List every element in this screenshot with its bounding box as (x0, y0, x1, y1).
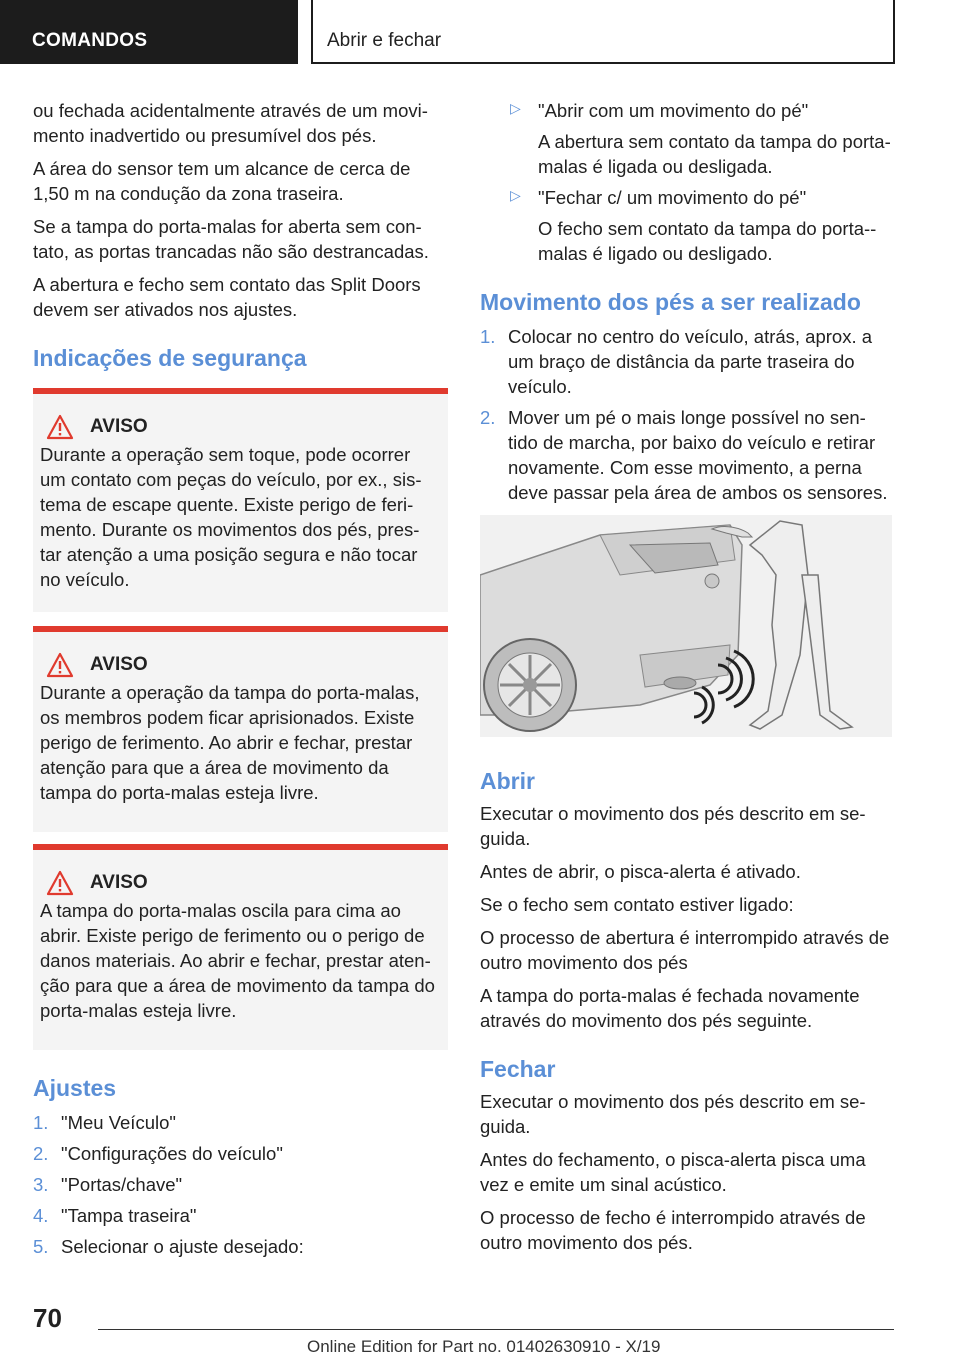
paragraph: Antes do fechamento, o pisca-alerta pisca uma vez e emite um sinal acústico. (480, 1149, 866, 1195)
step-text: "Tampa traseira" (61, 1205, 197, 1226)
car-rear-illustration (480, 515, 892, 737)
list-item (33, 1110, 448, 1135)
paragraph: Executar o movimento dos pés descrito em se‐guida. (480, 803, 866, 849)
step-text: Mover um pé o mais longe possível no sen‐tido de marcha, por baixo do veículo e retirar novamente. Com esse movimento, a perna deve passar pela área de ambos os sensores. (508, 407, 888, 503)
option-item (480, 185, 892, 266)
option-description: O fecho sem contato da tampa do porta‐-malas é ligado ou desligado. (538, 218, 877, 264)
list-item (33, 1234, 448, 1259)
step-number: 2. (480, 407, 496, 428)
right-column (480, 98, 892, 1263)
settings-steps (33, 1110, 448, 1259)
warning-box (33, 626, 448, 832)
step-text: Selecionar o ajuste desejado: (61, 1236, 304, 1257)
option-label: "Abrir com um movimento do pé" (538, 100, 809, 121)
warning-triangle-icon (46, 870, 74, 896)
option-label: "Fechar c/ um movimento do pé" (538, 187, 807, 208)
warning-triangle-icon (46, 414, 74, 440)
section-tab (0, 0, 298, 64)
intro-paragraph: A abertura e fecho sem contato das Split Doors devem ser ativados nos ajustes. (33, 274, 421, 320)
left-column (33, 98, 448, 1265)
intro-paragraph: ou fechada acidentalmente através de um movi‐mento inadvertido ou presumível dos pés. (33, 100, 428, 146)
warning-text: A tampa do porta-malas oscila para cima ao abrir. Existe perigo de ferimento ou o perigo de danos materiais. Ao abrir e fechar, prestar aten‐ção para que a área de movimento da tampa do porta-malas esteja livre. (40, 900, 435, 1021)
foot-gesture-illustration (480, 515, 892, 737)
warning-title: AVISO (90, 872, 148, 893)
paragraph: Antes de abrir, o pisca-alerta é ativado. (480, 861, 801, 882)
page-number: 70 (33, 1303, 62, 1333)
chapter-tab (311, 0, 895, 64)
open-heading: Abrir (480, 768, 535, 794)
warning-box (33, 844, 448, 1050)
warning-triangle-icon (46, 652, 74, 678)
intro-paragraph: Se a tampa do porta-malas for aberta sem con‐tato, as portas trancadas não são destrancadas. (33, 216, 429, 262)
list-item (33, 1141, 448, 1166)
section-title: COMANDOS (32, 30, 148, 51)
list-item (480, 324, 892, 399)
movement-steps (480, 324, 892, 505)
option-marker-icon: ▷ (510, 187, 521, 203)
warning-text: Durante a operação sem toque, pode ocorrer um contato com peças do veículo, por ex., sis‐tema de escape quente. Existe perigo de feri‐mento. Durante os movimentos dos pés, pres‐tar atenção a uma posição segura e não tocar no veículo. (40, 444, 422, 590)
step-text: "Meu Veículo" (61, 1112, 176, 1133)
movement-heading: Movimento dos pés a ser realizado (480, 289, 861, 315)
paragraph: A tampa do porta-malas é fechada novamente através do movimento dos pés seguinte. (480, 985, 860, 1031)
step-number: 1. (33, 1112, 49, 1133)
step-number: 3. (33, 1174, 49, 1195)
intro-paragraph: A área do sensor tem um alcance de cerca de 1,50 m na condução da zona traseira. (33, 158, 411, 204)
paragraph: O processo de abertura é interrompido através de outro movimento dos pés (480, 927, 890, 973)
list-item (480, 405, 892, 505)
edition-note: Online Edition for Part no. 01402630910 - X/19 (307, 1337, 661, 1356)
warning-box (33, 388, 448, 612)
close-heading: Fechar (480, 1056, 556, 1082)
safety-heading: Indicações de segurança (33, 345, 307, 371)
step-number: 4. (33, 1205, 49, 1226)
list-item (33, 1172, 448, 1197)
step-number: 5. (33, 1236, 49, 1257)
step-number: 1. (480, 326, 496, 347)
step-text: "Portas/chave" (61, 1174, 183, 1195)
step-number: 2. (33, 1143, 49, 1164)
paragraph: Se o fecho sem contato estiver ligado: (480, 894, 794, 915)
option-description: A abertura sem contato da tampa do porta-malas é ligada ou desligada. (538, 131, 891, 177)
step-text: Colocar no centro do veículo, atrás, aprox. a um braço de distância da parte traseira do veículo. (508, 326, 873, 397)
option-marker-icon: ▷ (510, 100, 521, 116)
settings-heading: Ajustes (33, 1075, 117, 1101)
warning-text: Durante a operação da tampa do porta-malas, os membros podem ficar aprisionados. Existe perigo de ferimento. Ao abrir e fechar, prestar atenção para que a área de movimento da tampa do porta-malas esteja livre. (40, 682, 420, 803)
list-item (33, 1203, 448, 1228)
step-text: "Configurações do veículo" (61, 1143, 283, 1164)
chapter-title: Abrir e fechar (327, 30, 442, 51)
paragraph: O processo de fecho é interrompido através de outro movimento dos pés. (480, 1207, 866, 1253)
warning-title: AVISO (90, 416, 148, 437)
footer-divider (98, 1329, 894, 1330)
paragraph: Executar o movimento dos pés descrito em se‐guida. (480, 1091, 866, 1137)
option-item (480, 98, 892, 179)
warning-title: AVISO (90, 654, 148, 675)
